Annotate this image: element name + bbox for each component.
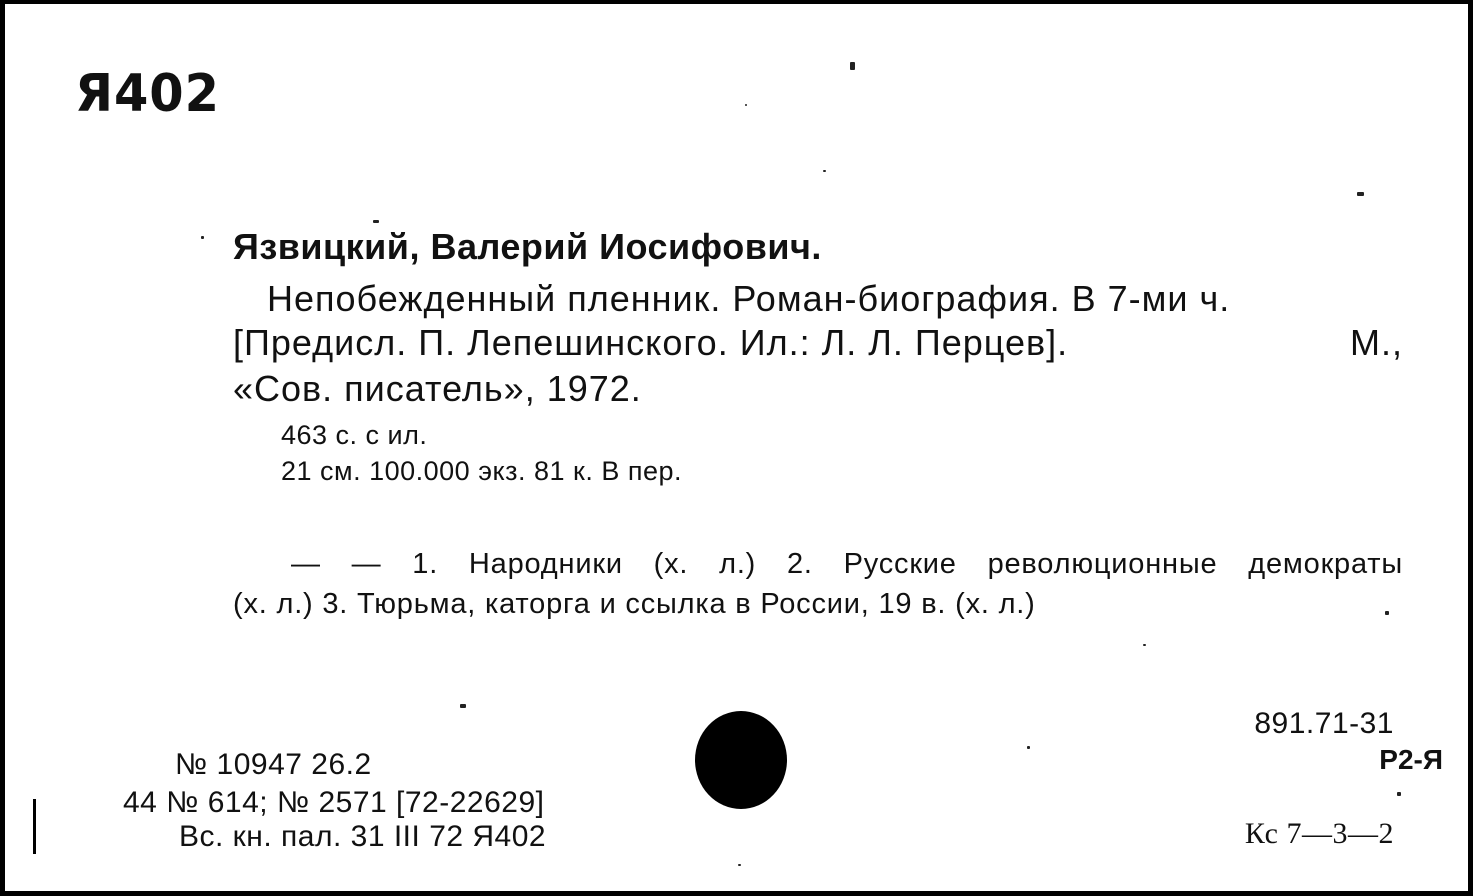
scan-speck bbox=[1357, 192, 1364, 196]
scan-speck bbox=[460, 704, 466, 708]
collation-pages: 463 с. с ил. bbox=[281, 420, 428, 450]
publication-line-1 bbox=[233, 322, 1403, 364]
registry-numbers: 44 № 614; № 2571 [72-22629] bbox=[123, 786, 545, 819]
scan-speck bbox=[201, 236, 204, 239]
scan-speck bbox=[1385, 611, 1389, 615]
scan-speck bbox=[1143, 644, 1146, 646]
scan-speck bbox=[823, 170, 826, 172]
handwritten-call-number: Я402 bbox=[75, 64, 220, 124]
book-chamber-note: Вс. кн. пал. 31 III 72 Я402 bbox=[179, 820, 547, 853]
publication-left: [Предисл. П. Лепешинского. Ил.: Л. Л. Перцев]. bbox=[233, 322, 1069, 363]
card-code: Кс 7—3—2 bbox=[1244, 817, 1394, 850]
scan-speck bbox=[1397, 792, 1401, 796]
publication-line-2: «Сов. писатель», 1972. bbox=[233, 368, 642, 409]
author-mark: Р2-Я bbox=[1379, 744, 1443, 775]
author-heading: Язвицкий, Валерий Иосифович. bbox=[233, 226, 822, 267]
subjects-line-2: (х. л.) 3. Тюрьма, каторга и ссылка в России, 19 в. (х. л.) bbox=[233, 588, 1036, 620]
scan-speck bbox=[1027, 746, 1030, 749]
punch-hole bbox=[695, 711, 787, 809]
subject-headings bbox=[233, 544, 1403, 624]
title-line bbox=[233, 276, 1403, 322]
scan-speck bbox=[373, 220, 379, 223]
title-text: Непобежденный пленник. Роман-биография. В 7-ми ч. bbox=[267, 278, 1231, 319]
subjects-line-1: — — 1. Народники (х. л.) 2. Русские революционные демократы bbox=[291, 548, 1403, 580]
udc-classification: 891.71-31 bbox=[1254, 707, 1394, 740]
margin-mark bbox=[33, 799, 36, 854]
scan-speck bbox=[850, 62, 855, 70]
collation-size-price: 21 см. 100.000 экз. 81 к. В пер. bbox=[281, 456, 682, 486]
accession-number: № 10947 26.2 bbox=[175, 748, 372, 781]
publication-place: М., bbox=[1350, 322, 1403, 363]
scan-speck bbox=[738, 864, 741, 866]
scan-speck bbox=[745, 104, 747, 106]
